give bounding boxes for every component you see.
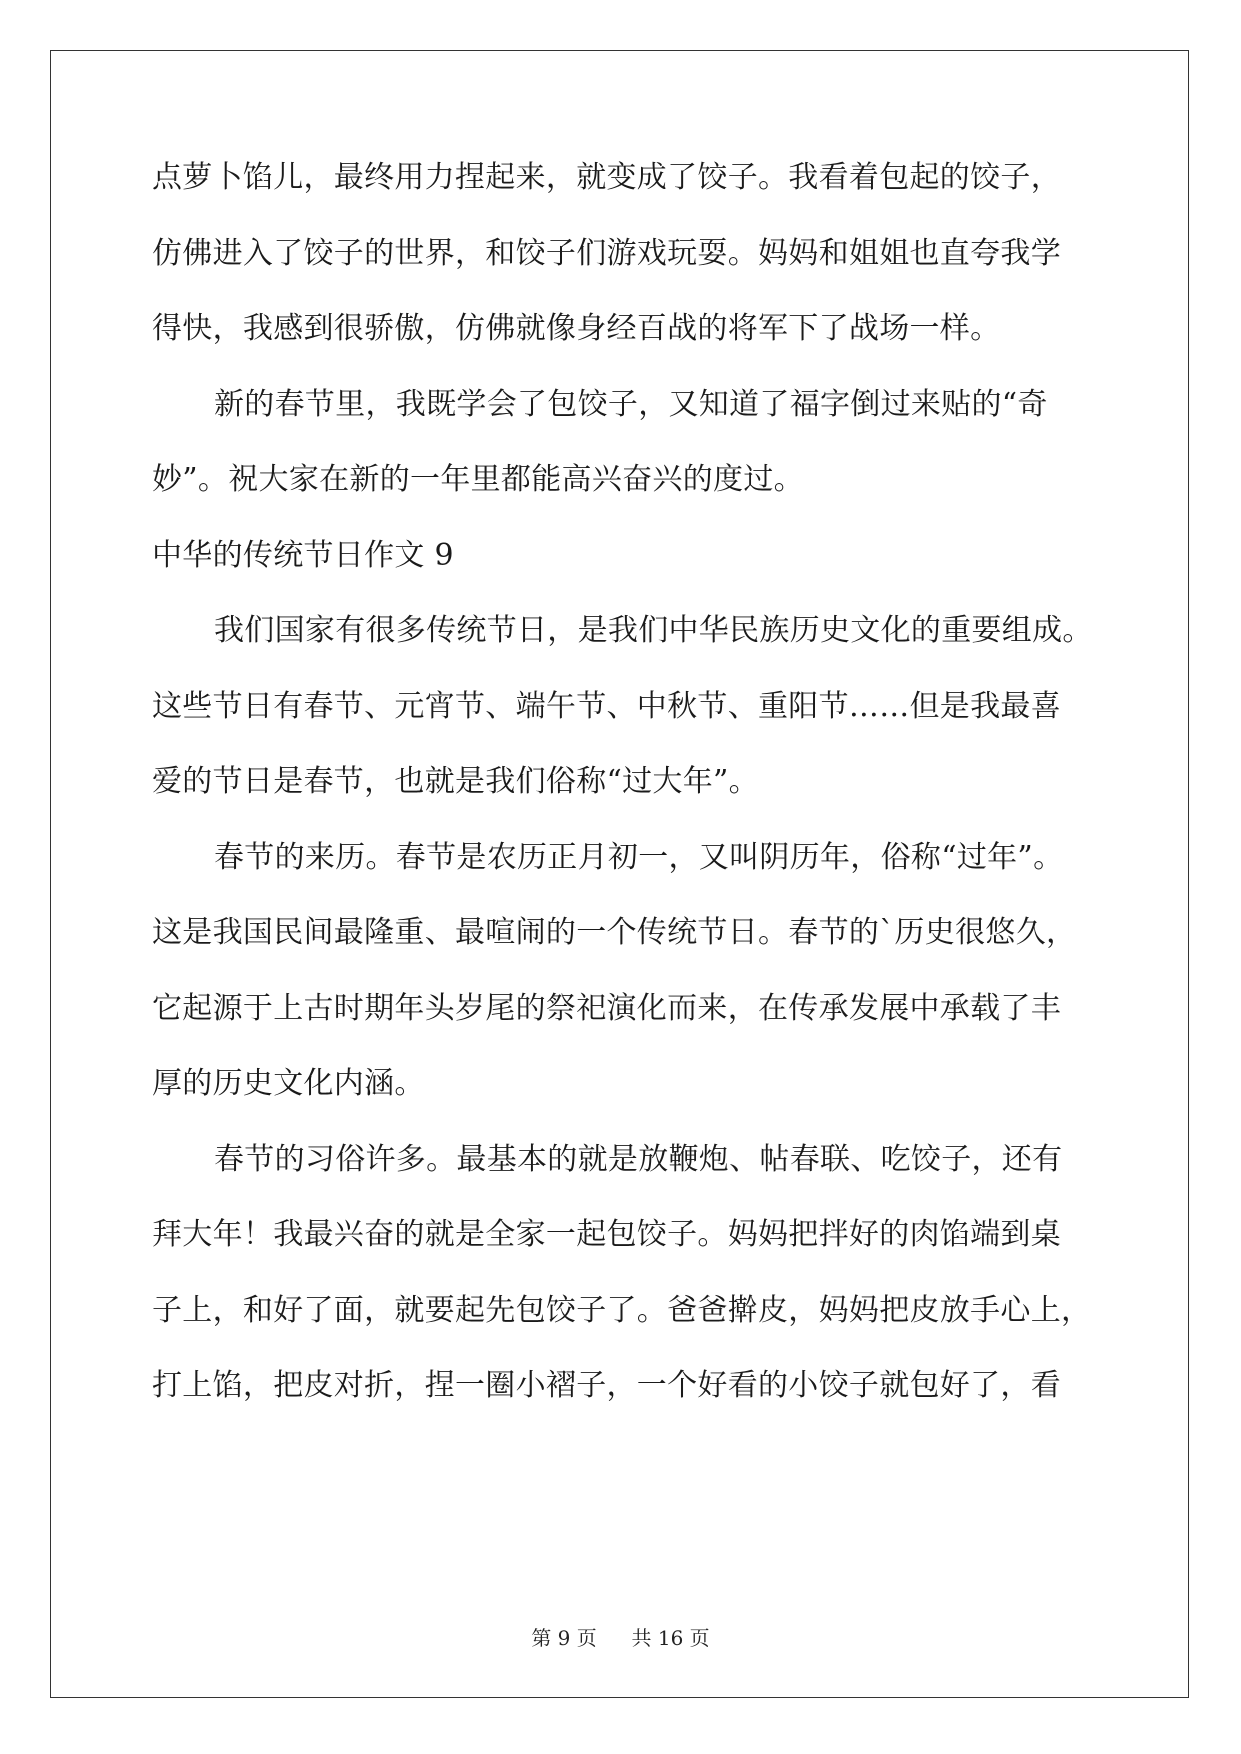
- paragraph-line: 点萝卜馅儿，最终用力捏起来，就变成了饺子。我看着包起的饺子，: [152, 160, 1061, 195]
- paragraph-line: 这是我国民间最隆重、最喧闹的一个传统节日。春节的`历史很悠久，: [152, 915, 1077, 950]
- document-body: [152, 140, 1092, 1424]
- paragraph-line: 厚的历史文化内涵。: [152, 1066, 425, 1101]
- page-footer: [0, 1622, 1241, 1651]
- paragraph-line: 拜大年！我最兴奋的就是全家一起包饺子。妈妈把拌好的肉馅端到桌: [152, 1217, 1061, 1252]
- current-page-number: 第 9 页: [531, 1626, 597, 1650]
- paragraph-line: 得快，我感到很骄傲，仿佛就像身经百战的将军下了战场一样。: [152, 311, 1001, 346]
- section-heading: 中华的传统节日作文 9: [152, 537, 454, 573]
- paragraph-line: 爱的节日是春节，也就是我们俗称“过大年”。: [152, 764, 759, 799]
- paragraph-line: 新的春节里，我既学会了包饺子，又知道了福字倒过来贴的“奇: [214, 386, 1048, 422]
- paragraph-line: 春节的习俗许多。最基本的就是放鞭炮、帖春联、吃饺子，还有: [214, 1141, 1063, 1177]
- paragraph-line: 我们国家有很多传统节日，是我们中华民族历史文化的重要组成。: [214, 613, 1093, 648]
- total-page-count: 共 16 页: [631, 1626, 710, 1650]
- paragraph-line: 这些节日有春节、元宵节、端午节、中秋节、重阳节……但是我最喜: [152, 688, 1061, 724]
- paragraph-line: 仿佛进入了饺子的世界，和饺子们游戏玩耍。妈妈和姐姐也直夸我学: [152, 235, 1061, 271]
- paragraph-line: 妙”。祝大家在新的一年里都能高兴奋兴的度过。: [152, 462, 804, 497]
- paragraph-line: 打上馅，把皮对折，捏一圈小褶子，一个好看的小饺子就包好了，看: [152, 1368, 1061, 1403]
- paragraph-line: 它起源于上古时期年头岁尾的祭祀演化而来，在传承发展中承载了丰: [152, 990, 1061, 1026]
- paragraph-line: 子上，和好了面，就要起先包饺子了。爸爸擀皮，妈妈把皮放手心上，: [152, 1292, 1092, 1328]
- paragraph-line: 春节的来历。春节是农历正月初一，又叫阴历年，俗称“过年”。: [214, 839, 1064, 875]
